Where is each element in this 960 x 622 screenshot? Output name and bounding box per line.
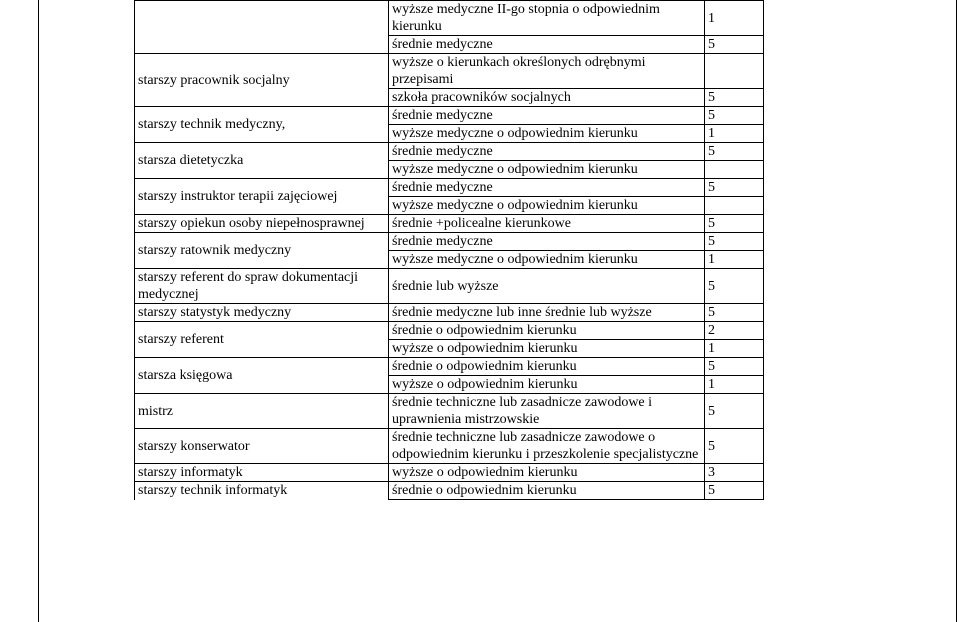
position-cell: starszy referent	[135, 322, 389, 358]
requirement-cell: wyższe o kierunkach określonych odrębnymi przepisami	[389, 54, 705, 89]
table-row	[135, 54, 764, 89]
years-cell: 1	[705, 340, 764, 358]
years-cell: 1	[705, 251, 764, 269]
requirement-cell: średnie o odpowiednim kierunku	[389, 482, 705, 500]
position-cell: starsza dietetyczka	[135, 143, 389, 179]
table-row	[135, 304, 764, 322]
table-row	[135, 179, 764, 197]
years-cell: 5	[705, 179, 764, 197]
requirement-cell: średnie medyczne	[389, 233, 705, 251]
years-cell: 5	[705, 304, 764, 322]
table-row	[135, 482, 764, 500]
requirement-cell: wyższe medyczne o odpowiednim kierunku	[389, 161, 705, 179]
requirement-cell: średnie medyczne	[389, 107, 705, 125]
years-cell	[705, 161, 764, 179]
years-cell: 2	[705, 322, 764, 340]
requirement-cell: średnie medyczne lub inne średnie lub wyższe	[389, 304, 705, 322]
requirement-cell: średnie medyczne	[389, 179, 705, 197]
table-row	[135, 358, 764, 376]
table-row	[135, 269, 764, 304]
years-cell: 5	[705, 269, 764, 304]
position-cell: mistrz	[135, 394, 389, 429]
requirement-cell: wyższe o odpowiednim kierunku	[389, 376, 705, 394]
right-margin-line	[956, 0, 957, 622]
years-cell	[705, 54, 764, 89]
years-cell: 5	[705, 89, 764, 107]
requirement-cell: wyższe o odpowiednim kierunku	[389, 464, 705, 482]
table-row	[135, 322, 764, 340]
requirement-cell: średnie techniczne lub zasadnicze zawodowe i uprawnienia mistrzowskie	[389, 394, 705, 429]
years-cell: 5	[705, 215, 764, 233]
table-row	[135, 233, 764, 251]
years-cell: 5	[705, 358, 764, 376]
requirement-cell: średnie medyczne	[389, 143, 705, 161]
position-cell	[135, 1, 389, 54]
table-row	[135, 1, 764, 36]
years-cell: 5	[705, 36, 764, 54]
years-cell: 3	[705, 464, 764, 482]
position-cell: starszy statystyk medyczny	[135, 304, 389, 322]
position-cell: starszy technik medyczny,	[135, 107, 389, 143]
years-cell	[705, 197, 764, 215]
qualifications-table	[134, 0, 764, 500]
years-cell: 5	[705, 107, 764, 125]
position-cell: starszy ratownik medyczny	[135, 233, 389, 269]
table-row	[135, 394, 764, 429]
requirement-cell: szkoła pracowników socjalnych	[389, 89, 705, 107]
requirement-cell: wyższe medyczne o odpowiednim kierunku	[389, 197, 705, 215]
requirement-cell: wyższe medyczne II-go stopnia o odpowiednim kierunku	[389, 1, 705, 36]
requirement-cell: wyższe medyczne o odpowiednim kierunku	[389, 251, 705, 269]
position-cell: starszy technik informatyk	[135, 482, 389, 500]
requirement-cell: średnie lub wyższe	[389, 269, 705, 304]
years-cell: 5	[705, 429, 764, 464]
requirement-cell: średnie o odpowiednim kierunku	[389, 358, 705, 376]
position-cell: starszy pracownik socjalny	[135, 54, 389, 107]
position-cell: starszy referent do spraw dokumentacji medycznej	[135, 269, 389, 304]
position-cell: starszy konserwator	[135, 429, 389, 464]
years-cell: 1	[705, 125, 764, 143]
position-cell: starszy opiekun osoby niepełnosprawnej	[135, 215, 389, 233]
position-cell: starszy instruktor terapii zajęciowej	[135, 179, 389, 215]
years-cell: 1	[705, 1, 764, 36]
requirement-cell: średnie techniczne lub zasadnicze zawodowe o odpowiednim kierunku i przeszkolenie specjalistyczne	[389, 429, 705, 464]
table-row	[135, 143, 764, 161]
position-cell: starsza księgowa	[135, 358, 389, 394]
table-row	[135, 215, 764, 233]
requirement-cell: średnie medyczne	[389, 36, 705, 54]
years-cell: 5	[705, 482, 764, 500]
requirement-cell: średnie +policealne kierunkowe	[389, 215, 705, 233]
years-cell: 5	[705, 143, 764, 161]
years-cell: 5	[705, 233, 764, 251]
requirement-cell: średnie o odpowiednim kierunku	[389, 322, 705, 340]
table-row	[135, 464, 764, 482]
qualifications-table-body	[135, 1, 764, 500]
position-cell: starszy informatyk	[135, 464, 389, 482]
years-cell: 1	[705, 376, 764, 394]
table-row	[135, 107, 764, 125]
requirement-cell: wyższe medyczne o odpowiednim kierunku	[389, 125, 705, 143]
table-row	[135, 429, 764, 464]
years-cell: 5	[705, 394, 764, 429]
left-margin-line	[38, 0, 39, 622]
requirement-cell: wyższe o odpowiednim kierunku	[389, 340, 705, 358]
